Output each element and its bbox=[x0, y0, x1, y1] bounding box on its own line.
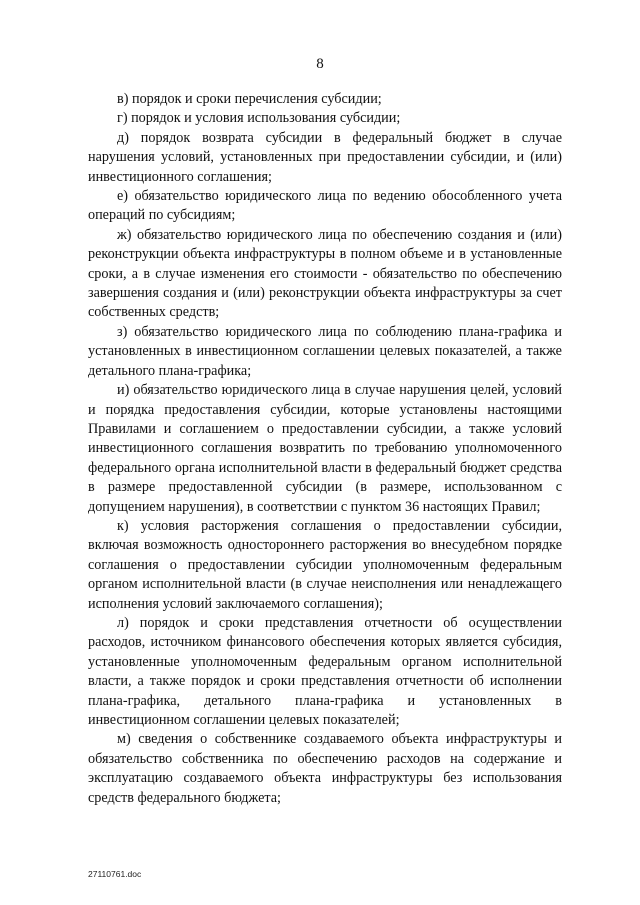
paragraph-zh: ж) обязательство юридического лица по обеспечению создания и (или) реконструкции объекта инфраструктуры в полном объеме и в установленные сроки, а в случае изменения его стоимости - обязательство по обеспечению завершения создания и (или) реконструкции объекта инфраструктуры за счет собственных средств; bbox=[88, 226, 562, 321]
paragraph-z: з) обязательство юридического лица по соблюдению плана-графика и установленных в инвестиционном соглашении целевых показателей, а также детального плана-графика; bbox=[88, 323, 562, 379]
paragraph-v: в) порядок и сроки перечисления субсидии; bbox=[117, 91, 382, 107]
paragraph-d: д) порядок возврата субсидии в федеральный бюджет в случае нарушения условий, установленных при предоставлении субсидии, и (или) инвестиционного соглашения; bbox=[88, 129, 562, 185]
paragraph-e: е) обязательство юридического лица по ведению обособленного учета операций по субсидиям; bbox=[88, 188, 562, 224]
paragraph-l: л) порядок и сроки представления отчетности об осуществлении расходов, источником финансового обеспечения которых является субсидия, установленные уполномоченным федеральным органом исполнительной власти, а также порядок и сроки представления отчетности об исполнении плана-графика, детального плана-графика и установленных в инвестиционном соглашении целевых показателей; bbox=[88, 614, 562, 728]
paragraph-k: к) условия расторжения соглашения о предоставлении субсидии, включая возможность одностороннего расторжения во внесудебном порядке соглашения о предоставлении субсидии уполномоченным федеральным органом исполнительной власти (в случае неисполнения или ненадлежащего исполнения условий заключаемого соглашения); bbox=[88, 517, 562, 612]
paragraph-m: м) сведения о собственнике создаваемого объекта инфраструктуры и обязательство собственника по обеспечению расходов на содержание и эксплуатацию создаваемого объекта инфраструктуры без использования средств федерального бюджета; bbox=[88, 731, 562, 806]
paragraph-i: и) обязательство юридического лица в случае нарушения целей, условий и порядка предоставления субсидии, которые установлены настоящими Правилами и соглашением о предоставлении субсидии, а также условий инвестиционного соглашения возвратить по требованию уполномоченного федерального органа исполнительной власти в федеральный бюджет средства в размере предоставленной субсидии (в размере, использованном с допущением нарушения), в соответствии с пунктом 36 настоящих Правил; bbox=[88, 382, 562, 515]
paragraph-g: г) порядок и условия использования субсидии; bbox=[117, 110, 401, 127]
page-number: 8 bbox=[316, 56, 324, 72]
document-body bbox=[88, 90, 562, 808]
document-file-code: 27110761.doc bbox=[88, 869, 142, 879]
